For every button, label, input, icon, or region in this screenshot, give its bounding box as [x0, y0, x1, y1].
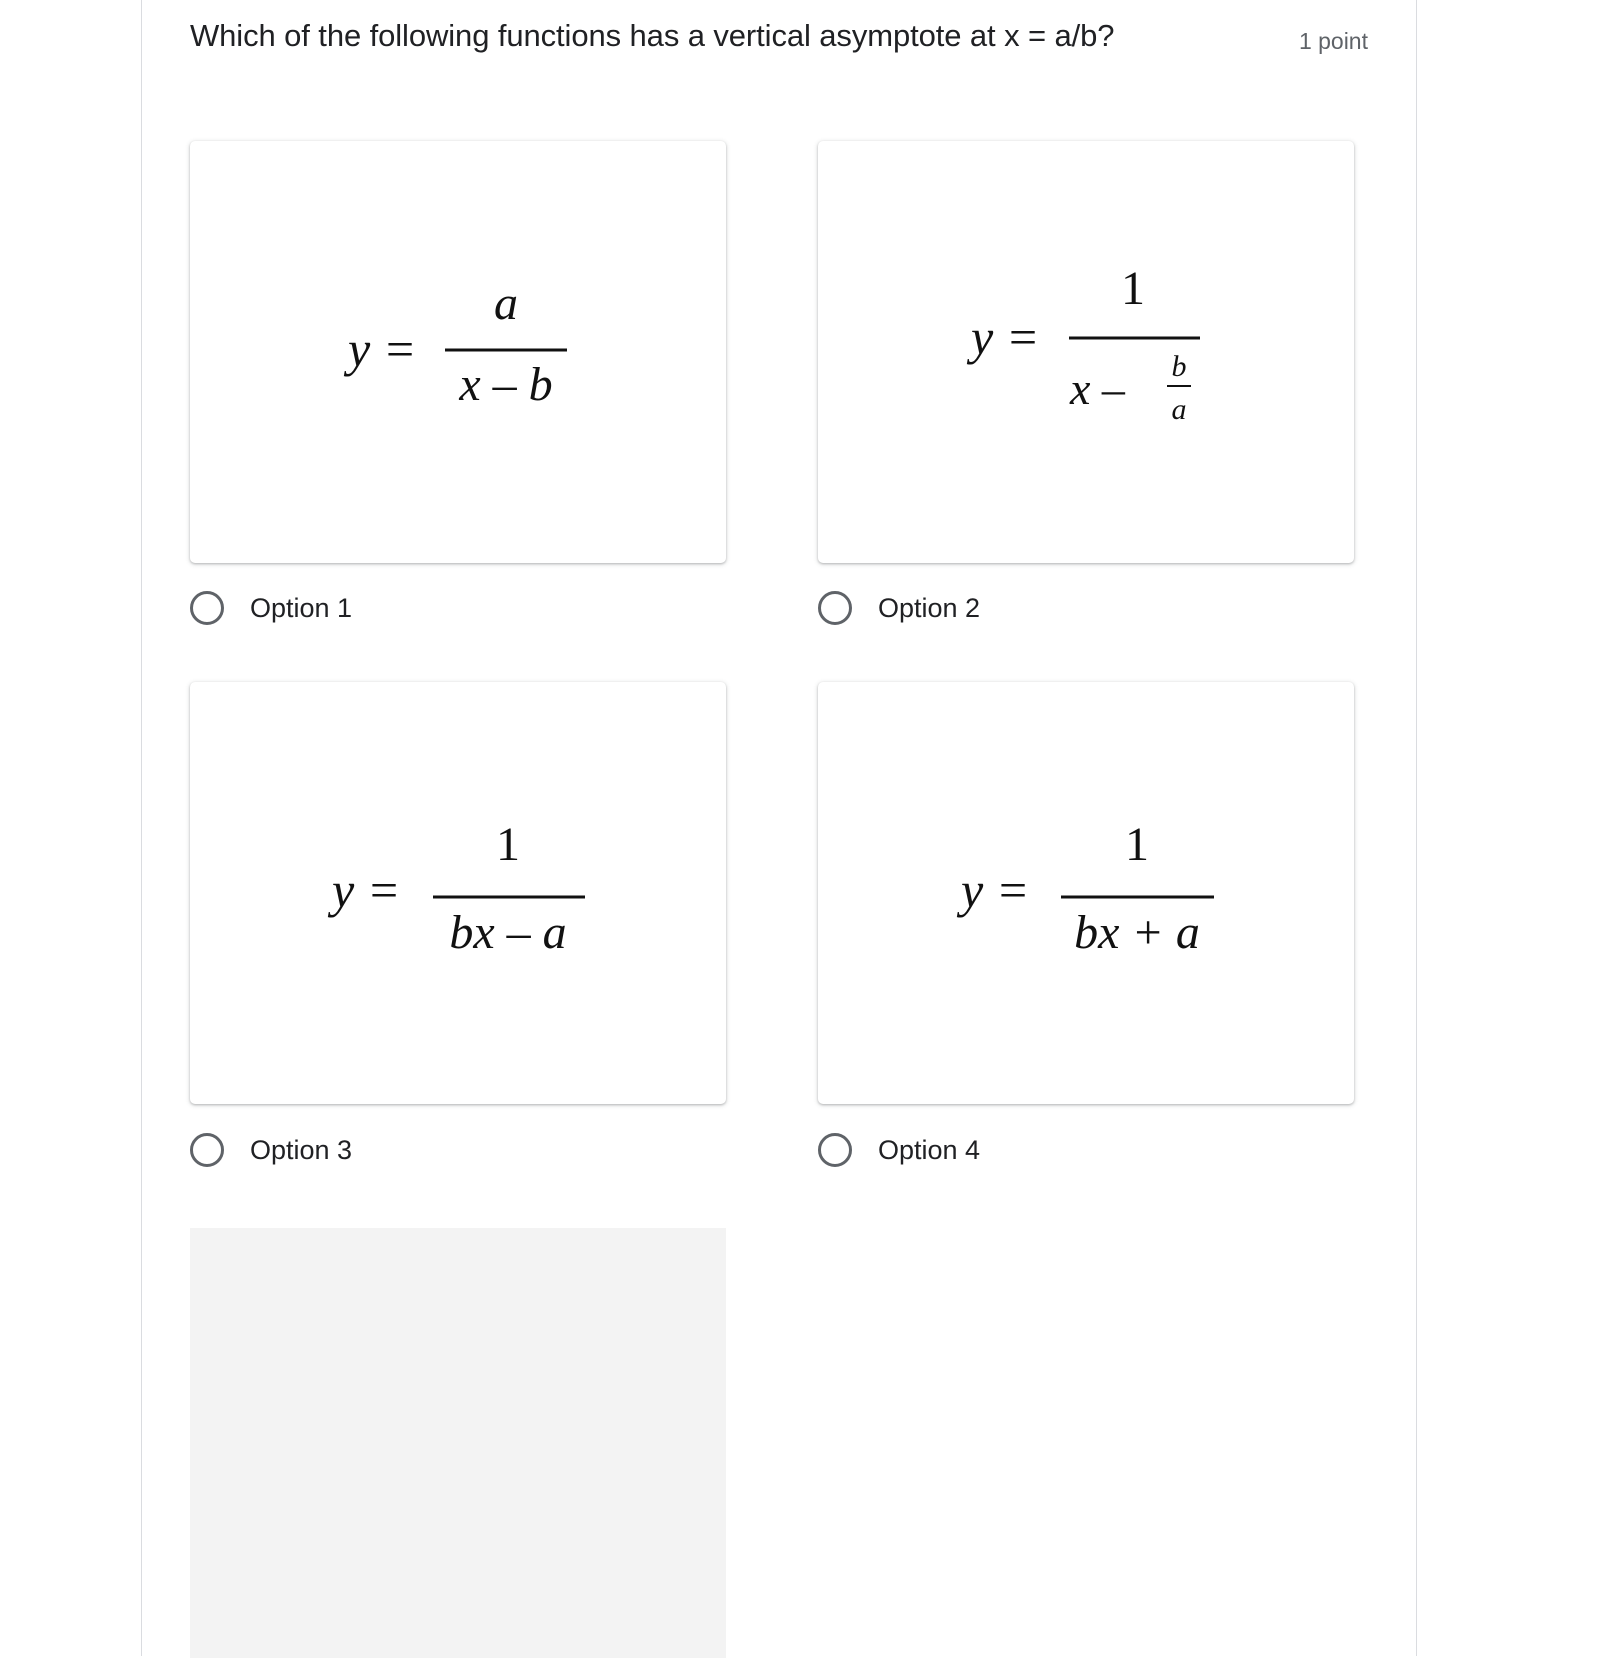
option-3-radio[interactable]: [190, 1133, 224, 1167]
formula-numerator: 1: [496, 818, 520, 871]
option-2-formula: [818, 141, 1354, 563]
option-4-row[interactable]: [818, 1128, 980, 1172]
formula-lhs: y =: [348, 321, 417, 377]
option-1-formula: [190, 141, 726, 563]
option-2-image[interactable]: [818, 141, 1354, 563]
loading-image-placeholder: [190, 1228, 726, 1658]
formula-lhs: y =: [332, 862, 401, 918]
formula-lhs: y =: [961, 862, 1030, 918]
option-1-label: Option 1: [250, 592, 353, 623]
formula-denominator-var: x –: [1070, 363, 1125, 414]
question-card: [141, 0, 1417, 1656]
option-4-label: Option 4: [878, 1134, 981, 1165]
question-title: Which of the following functions has a vertical asymptote at x = a/b?: [190, 18, 1115, 53]
inner-denominator: a: [1171, 393, 1187, 426]
option-3-label: Option 3: [250, 1134, 353, 1165]
option-4-formula: [818, 682, 1354, 1104]
points-label: 1 point: [1298, 28, 1368, 54]
option-4-image[interactable]: [818, 682, 1354, 1104]
option-1-row[interactable]: [190, 586, 352, 630]
option-4-radio[interactable]: [818, 1133, 852, 1167]
formula-denominator: x – b: [459, 358, 553, 411]
option-2-radio[interactable]: [818, 591, 852, 625]
option-3-formula: [190, 682, 726, 1104]
option-1-image[interactable]: [190, 141, 726, 563]
option-1-radio[interactable]: [190, 591, 224, 625]
option-2-row[interactable]: [818, 586, 980, 630]
formula-numerator: a: [494, 277, 518, 330]
formula-denominator: bx + a: [1074, 906, 1200, 959]
option-3-image[interactable]: [190, 682, 726, 1104]
formula-denominator: bx – a: [449, 906, 567, 959]
inner-numerator: b: [1171, 350, 1187, 383]
formula-lhs: y =: [971, 309, 1040, 365]
option-3-row[interactable]: [190, 1128, 352, 1172]
option-2-label: Option 2: [878, 592, 981, 623]
formula-numerator: 1: [1121, 262, 1145, 315]
formula-numerator: 1: [1125, 818, 1149, 871]
